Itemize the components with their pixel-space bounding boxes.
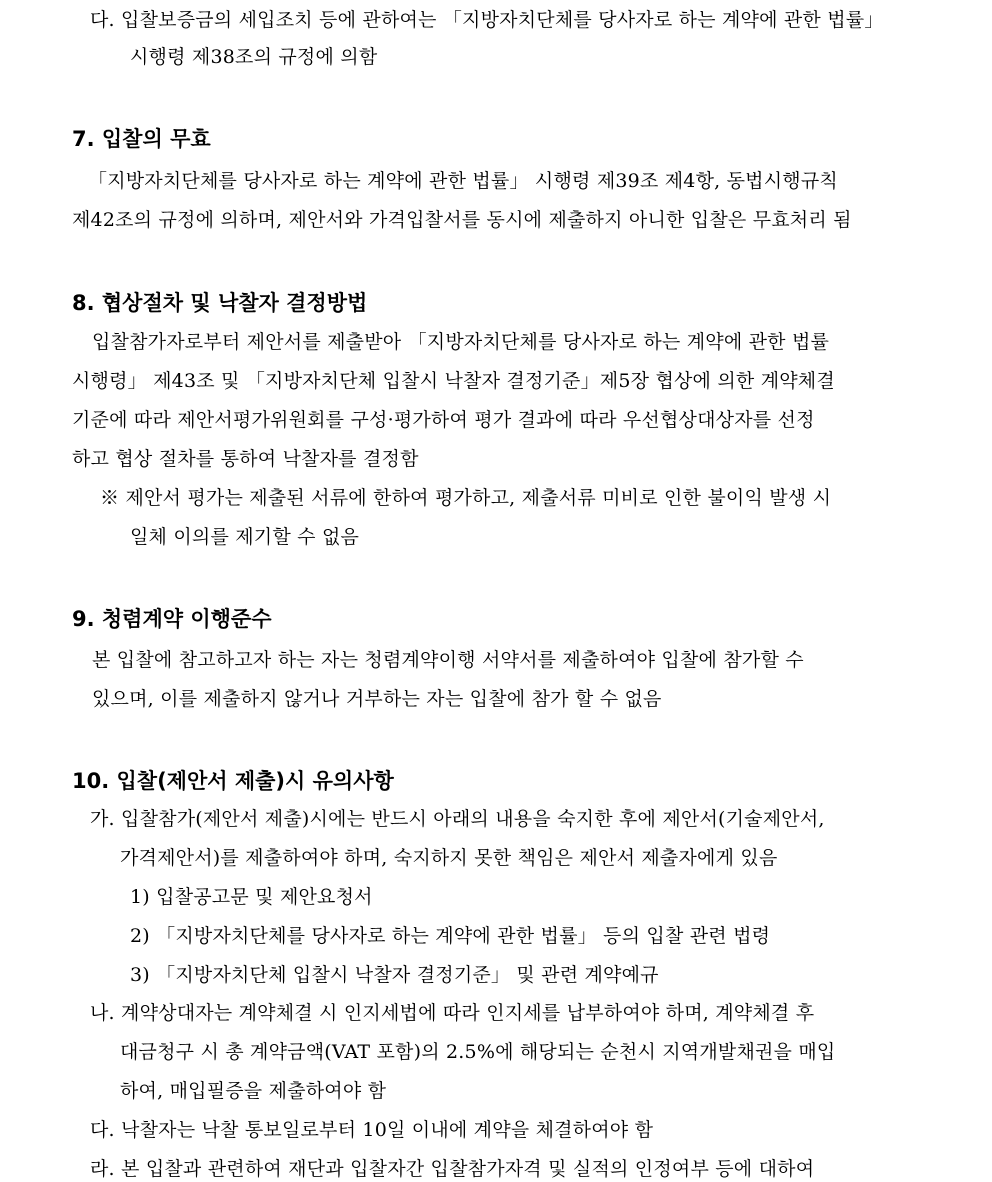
paragraph-line: 있으며, 이를 제출하지 않거나 거부하는 자는 입찰에 참가 할 수 없음 <box>92 688 662 710</box>
note-line: 일체 이의를 제기할 수 없음 <box>130 526 360 548</box>
paragraph-line: 제42조의 규정에 의하며, 제안서와 가격입찰서를 동시에 제출하지 아니한 입찰은 무효처리 됨 <box>72 209 852 231</box>
section-heading-8: 8. 협상절차 및 낙찰자 결정방법 <box>72 291 368 315</box>
list-item-continuation: 하여, 매입필증을 제출하여야 함 <box>120 1080 387 1102</box>
section-heading-10: 10. 입찰(제안서 제출)시 유의사항 <box>72 769 394 793</box>
paragraph-line: 하고 협상 절차를 통하여 낙찰자를 결정함 <box>72 448 419 470</box>
paragraph-line: 입찰참가자로부터 제안서를 제출받아 「지방자치단체를 당사자로 하는 계약에 관한 법률 <box>92 331 830 353</box>
note-line: ※ 제안서 평가는 제출된 서류에 한하여 평가하고, 제출서류 미비로 인한 불이익 발생 시 <box>100 487 832 509</box>
paragraph-line: 시행령 제38조의 규정에 의함 <box>130 46 378 68</box>
list-item-continuation: 대금청구 시 총 계약금액(VAT 포함)의 2.5%에 해당되는 순천시 지역개발채권을 매입 <box>120 1041 836 1063</box>
sub-list-item: 3) 「지방자치단체 입찰시 낙찰자 결정기준」 및 관련 계약예규 <box>130 964 659 986</box>
paragraph-line: 다. 입찰보증금의 세입조치 등에 관하여는 「지방자치단체를 당사자로 하는 계약에 관한 법률」 <box>90 9 884 31</box>
sub-list-item: 2) 「지방자치단체를 당사자로 하는 계약에 관한 법률」 등의 입찰 관련 법령 <box>130 925 771 947</box>
paragraph-line: 「지방자치단체를 당사자로 하는 계약에 관한 법률」 시행령 제39조 제4항, 동법시행규칙 <box>88 170 838 192</box>
section-heading-7: 7. 입찰의 무효 <box>72 127 211 151</box>
list-item-continuation: 가격제안서)를 제출하여야 하며, 숙지하지 못한 책임은 제안서 제출자에게 있음 <box>120 847 778 869</box>
list-item: 나. 계약상대자는 계약체결 시 인지세법에 따라 인지세를 납부하여야 하며, 계약체결 후 <box>90 1002 815 1024</box>
list-item: 가. 입찰참가(제안서 제출)시에는 반드시 아래의 내용을 숙지한 후에 제안서(기술제안서, <box>90 808 825 830</box>
section-heading-9: 9. 청렴계약 이행준수 <box>72 607 272 631</box>
list-item: 다. 낙찰자는 낙찰 통보일로부터 10일 이내에 계약을 체결하여야 함 <box>90 1119 654 1141</box>
paragraph-line: 기준에 따라 제안서평가위원회를 구성·평가하여 평가 결과에 따라 우선협상대상자를 선정 <box>72 409 815 431</box>
list-item: 라. 본 입찰과 관련하여 재단과 입찰자간 입찰참가자격 및 실적의 인정여부 등에 대하여 <box>90 1158 815 1180</box>
sub-list-item: 1) 입찰공고문 및 제안요청서 <box>130 886 373 908</box>
paragraph-line: 본 입찰에 참고하고자 하는 자는 청렴계약이행 서약서를 제출하여야 입찰에 참가할 수 <box>92 649 804 671</box>
paragraph-line: 시행령」 제43조 및 「지방자치단체 입찰시 낙찰자 결정기준」제5장 협상에 의한 계약체결 <box>72 370 835 392</box>
